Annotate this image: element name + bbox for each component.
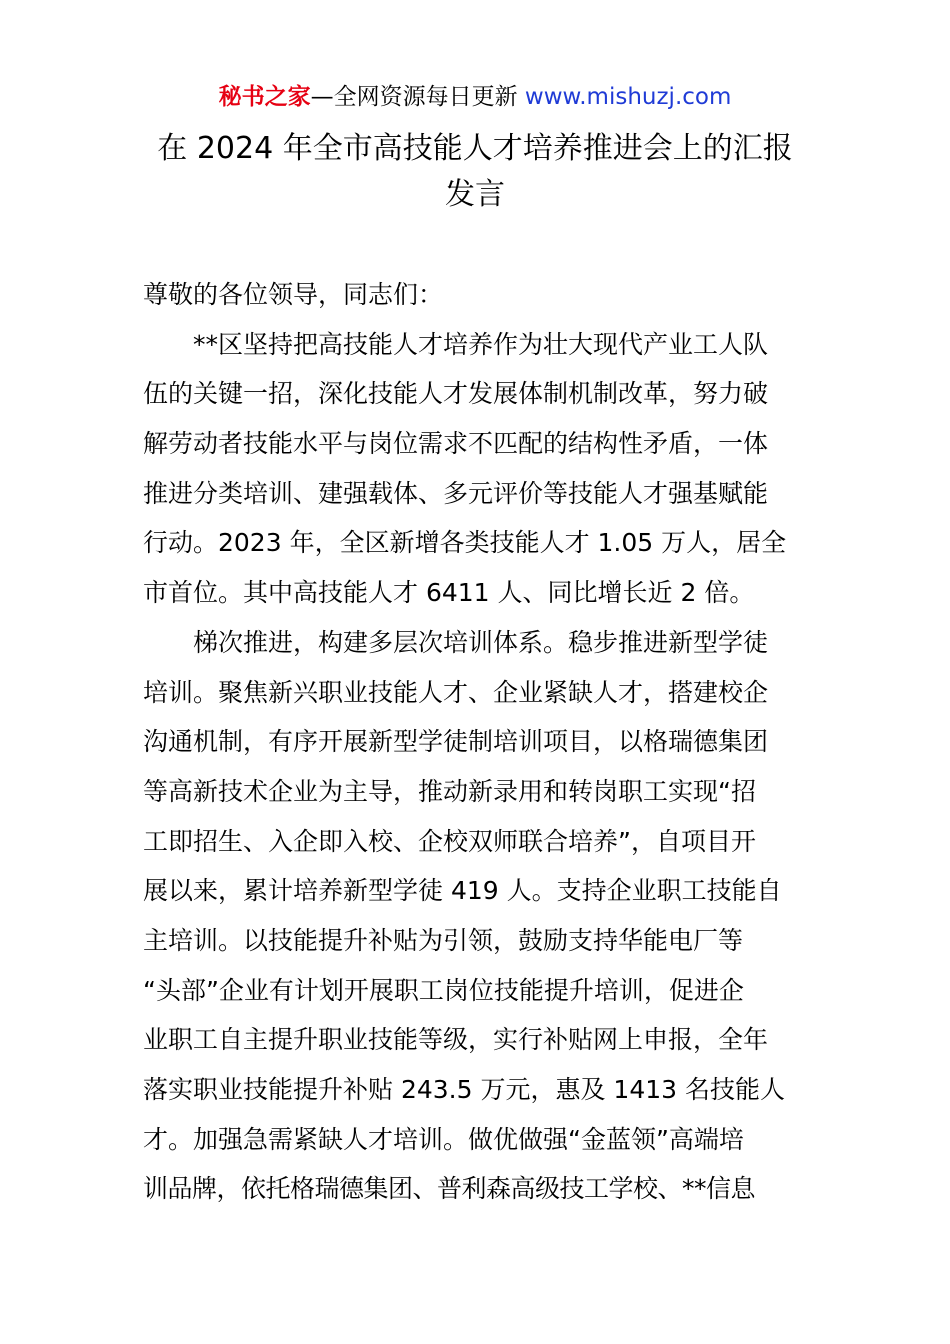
text-line: **区坚持把高技能人才培养作为壮大现代产业工人队: [193, 329, 769, 359]
paragraph-1: [143, 320, 808, 618]
document-title: [130, 126, 820, 218]
text-line: 等高新技术企业为主导，推动新录用和转岗职工实现“招: [143, 776, 756, 806]
site-header: [0, 80, 950, 114]
text-line: 行动。2023 年，全区新增各类技能人才 1.05 万人，居全: [143, 528, 787, 558]
text-line: 伍的关键一招，深化技能人才发展体制机制改革，努力破: [143, 379, 769, 409]
text-line: 才。加强急需紧缺人才培训。做优做强“金蓝领”高端培: [143, 1124, 744, 1154]
text-line: 解劳动者技能水平与岗位需求不匹配的结构性矛盾，一体: [143, 429, 769, 459]
text-line: 推进分类培训、建强载体、多元评价等技能人才强基赋能: [143, 478, 769, 508]
paragraph-2: [143, 618, 808, 1214]
document-body: [143, 270, 808, 1214]
header-tagline: —全网资源每日更新: [310, 84, 525, 110]
text-line: 落实职业技能提升补贴 243.5 万元，惠及 1413 名技能人: [143, 1075, 785, 1104]
text-line: 主培训。以技能提升补贴为引领，鼓励支持华能电厂等: [143, 925, 744, 955]
text-line: 沟通机制，有序开展新型学徒制培训项目，以格瑞德集团: [143, 727, 769, 757]
text-line: 工即招生、入企即入校、企校双师联合培养”，自项目开: [143, 826, 756, 856]
text-line: 展以来，累计培养新型学徒 419 人。支持企业职工技能自: [143, 876, 782, 906]
greeting: 尊敬的各位领导，同志们：: [143, 280, 444, 309]
text-line: 培训。聚焦新兴职业技能人才、企业紧缺人才，搭建校企: [143, 677, 769, 707]
text-line: 梯次推进，构建多层次培训体系。稳步推进新型学徒: [193, 627, 769, 657]
text-line: 训品牌，依托格瑞德集团、普利森高级技工学校、**信息: [143, 1174, 756, 1204]
text-line: 市首位。其中高技能人才 6411 人、同比增长近 2 倍。: [143, 578, 755, 608]
title-line-1: 在 2024 年全市高技能人才培养推进会上的汇报: [157, 131, 793, 166]
site-url: www.mishuzj.com: [524, 84, 732, 110]
text-line: 业职工自主提升职业技能等级，实行补贴网上申报，全年: [143, 1025, 769, 1055]
text-line: “头部”企业有计划开展职工岗位技能提升培训，促进企: [143, 975, 744, 1005]
brand-name: 秘书之家: [218, 84, 311, 110]
title-line-2: 发言: [445, 177, 505, 212]
